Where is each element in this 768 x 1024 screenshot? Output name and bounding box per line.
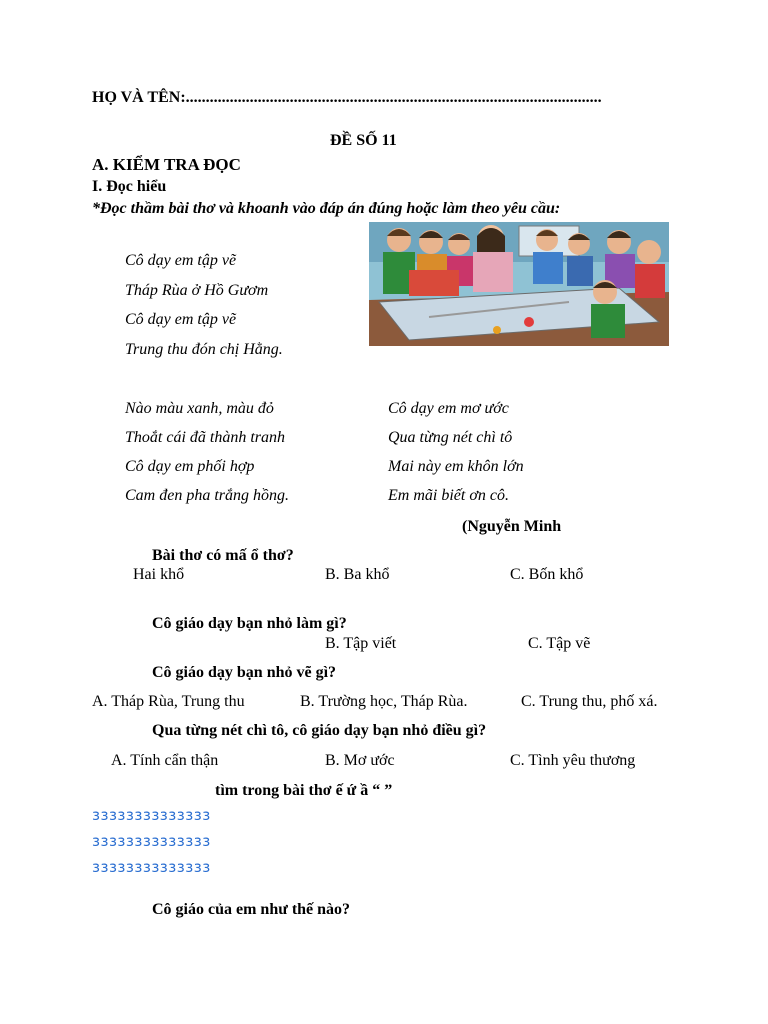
question-1: Bài thơ có mấ ổ thơ?	[152, 547, 294, 564]
q1-option-b[interactable]: B. Ba khổ	[325, 566, 390, 583]
reading-instruction: *Đọc thầm bài thơ và khoanh vào đáp án đúng hoặc làm theo yêu cầu:	[92, 200, 561, 217]
poem-line: Cô dạy em phối hợp	[125, 458, 255, 475]
poem-line: Nào màu xanh, màu đỏ	[125, 400, 274, 417]
exam-title: ĐỀ SỐ 11	[330, 132, 397, 149]
poem-line: Tháp Rùa ở Hồ Gươm	[125, 282, 269, 299]
poem-line: Cô dạy em tập vẽ	[125, 252, 237, 269]
q2-option-c[interactable]: C. Tập vẽ	[528, 635, 591, 652]
q1-option-c[interactable]: C. Bốn khổ	[510, 566, 584, 583]
part-1-heading: I. Đọc hiểu	[92, 178, 167, 195]
classroom-drawing-illustration	[369, 222, 669, 346]
q1-option-a[interactable]: Hai khổ	[133, 566, 185, 583]
question-2: Cô giáo dạy bạn nhỏ làm gì?	[152, 615, 347, 632]
q3-option-b[interactable]: B. Trường học, Tháp Rùa.	[300, 693, 468, 710]
name-field-label: HỌ VÀ TÊN:........................................................................................................	[92, 89, 602, 106]
q3-option-c[interactable]: C. Trung thu, phố xá.	[521, 693, 658, 710]
poem-line: Em mãi biết ơn cô.	[388, 487, 509, 504]
poem-line: Mai này em khôn lớn	[388, 458, 524, 475]
q2-option-b[interactable]: B. Tập viết	[325, 635, 397, 652]
q3-option-a[interactable]: A. Tháp Rùa, Trung thu	[92, 693, 245, 710]
question-6: Cô giáo của em như thế nào?	[152, 901, 351, 918]
question-3: Cô giáo dạy bạn nhỏ vẽ gì?	[152, 664, 337, 681]
question-5: tìm trong bài thơ ế ứ ầ “ ”	[215, 782, 393, 799]
q5-answer-line[interactable]: ɜɜɜɜɜɜɜɜɜɜɜɜɜɜ	[92, 858, 211, 876]
q4-option-c[interactable]: C. Tình yêu thương	[510, 752, 636, 769]
poem-author: (Nguyễn Minh	[462, 518, 562, 535]
question-4: Qua từng nét chì tô, cô giáo dạy bạn nhỏ điều gì?	[152, 722, 487, 739]
poem-line: Thoắt cái đã thành tranh	[125, 429, 286, 446]
q5-answer-line[interactable]: ɜɜɜɜɜɜɜɜɜɜɜɜɜɜ	[92, 832, 211, 850]
q4-option-b[interactable]: B. Mơ ước	[325, 752, 395, 769]
poem-line: Trung thu đón chị Hằng.	[125, 341, 283, 358]
poem-line: Cam đen pha trắng hồng.	[125, 487, 289, 504]
poem-line: Cô dạy em mơ ước	[388, 400, 509, 417]
poem-line: Cô dạy em tập vẽ	[125, 311, 237, 328]
section-a-heading: A. KIỂM TRA ĐỌC	[92, 155, 241, 174]
poem-line: Qua từng nét chì tô	[388, 429, 513, 446]
q4-option-a[interactable]: A. Tính cẩn thận	[111, 752, 219, 769]
q5-answer-line[interactable]: ɜɜɜɜɜɜɜɜɜɜɜɜɜɜ	[92, 806, 211, 824]
